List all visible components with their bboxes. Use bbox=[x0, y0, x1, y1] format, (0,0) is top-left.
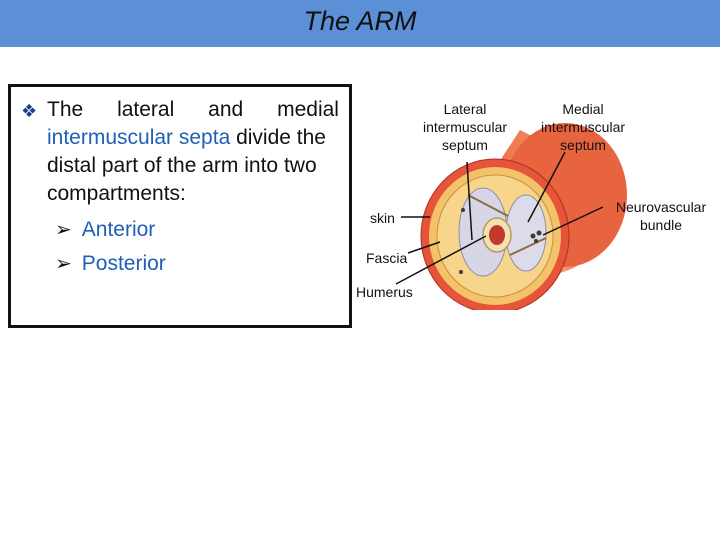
humerus-marrow bbox=[489, 225, 505, 245]
bullet-line-3: distal part of the arm into two bbox=[47, 154, 317, 177]
label-line: Medial bbox=[562, 101, 604, 117]
neurovascular-dot bbox=[531, 234, 536, 239]
bullet-line-4: compartments: bbox=[47, 182, 186, 205]
neurovascular-dot bbox=[461, 208, 465, 212]
bullet-word: medial bbox=[277, 98, 339, 121]
sub-item-anterior bbox=[55, 217, 155, 243]
bullet-line-2-rest: divide the bbox=[230, 126, 326, 149]
neurovascular-dot bbox=[459, 270, 463, 274]
sub-item-posterior bbox=[55, 251, 166, 277]
neurovascular-dot bbox=[534, 239, 538, 243]
septa-highlight: intermuscular septa bbox=[47, 126, 231, 149]
bullet-word: and bbox=[208, 98, 244, 121]
arrow-bullet-icon: ➢ bbox=[55, 253, 72, 275]
label-line: bundle bbox=[639, 217, 683, 233]
humerus-label: Humerus bbox=[356, 284, 413, 300]
label-line: intermuscular bbox=[540, 119, 626, 135]
bullet-line-1 bbox=[47, 97, 339, 123]
bullet-line-2 bbox=[47, 125, 326, 151]
lateral-septum-label bbox=[410, 100, 520, 154]
label-line: intermuscular bbox=[422, 119, 508, 135]
sub-item-label: Anterior bbox=[81, 218, 156, 241]
neurovascular-dot bbox=[537, 231, 542, 236]
skin-label: skin bbox=[370, 210, 395, 226]
label-line: septum bbox=[442, 137, 488, 153]
fascia-label: Fascia bbox=[366, 250, 408, 266]
text-box bbox=[8, 84, 352, 328]
arm-cross-section-diagram bbox=[350, 90, 720, 310]
bullet-word: lateral bbox=[117, 98, 175, 121]
label-line: septum bbox=[560, 137, 606, 153]
label-line: Neurovascular bbox=[615, 199, 707, 215]
bullet-word: The bbox=[47, 98, 84, 121]
medial-septum-label bbox=[528, 100, 638, 154]
sub-item-label: Posterior bbox=[81, 252, 166, 275]
arrow-bullet-icon: ➢ bbox=[55, 219, 72, 241]
page-title: The ARM bbox=[303, 6, 417, 36]
label-line: Lateral bbox=[443, 101, 487, 117]
diamond-bullet-icon: ❖ bbox=[21, 101, 38, 121]
neurovascular-bundle-label bbox=[606, 198, 716, 234]
